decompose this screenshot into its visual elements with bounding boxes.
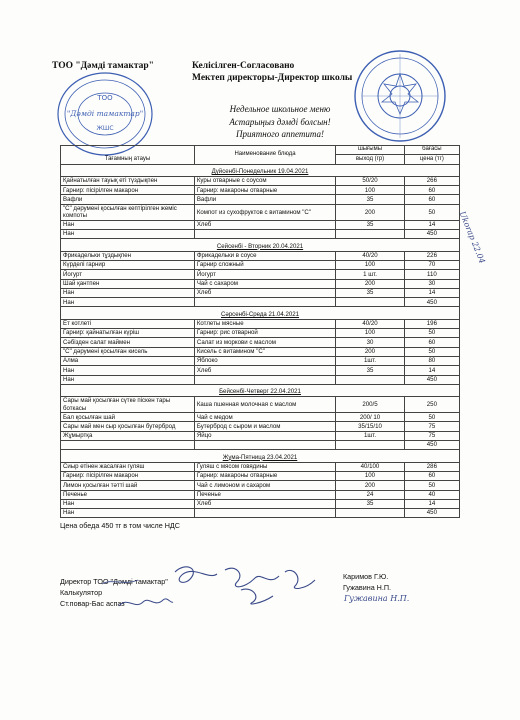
dish-name-kz xyxy=(61,441,195,450)
dish-name-kz: Сәбізден салат маймен xyxy=(61,338,195,347)
dish-yield: 100 xyxy=(336,186,405,195)
day-title: Бейсенбі-Четверг 22.04.2021 xyxy=(61,384,460,396)
motto-line-3: Приятного аппетита! xyxy=(236,129,324,139)
dish-price: 450 xyxy=(404,375,459,384)
dish-yield: 40/20 xyxy=(336,319,405,328)
dish-yield: 1 шт. xyxy=(336,270,405,279)
dish-price: 75 xyxy=(404,431,459,440)
dish-yield: 200 xyxy=(336,279,405,288)
day-title: Сейсенбі - Вторник 20.04.2021 xyxy=(61,239,460,251)
dish-name-ru: Хлеб xyxy=(194,288,335,297)
header-price-kz: бағасы xyxy=(404,146,459,155)
dish-name-kz: Алма xyxy=(61,356,195,365)
table-row xyxy=(61,509,460,518)
dish-yield: 40/20 xyxy=(336,251,405,260)
dish-price: 450 xyxy=(404,230,459,239)
table-row xyxy=(61,499,460,508)
table-header-row xyxy=(61,146,460,155)
dish-name-ru: Куры отварные с соусом xyxy=(194,176,335,185)
dish-price: 70 xyxy=(404,260,459,269)
table-row xyxy=(61,270,460,279)
dish-price: 40 xyxy=(404,490,459,499)
table-row xyxy=(61,251,460,260)
director-underline-icon xyxy=(100,574,140,588)
dish-yield: 40/100 xyxy=(336,462,405,471)
dish-yield xyxy=(336,375,405,384)
dish-name-kz: Сары май қосылған сүтке піскен тары боткасы xyxy=(61,397,195,413)
table-row xyxy=(61,490,460,499)
dish-name-kz: Нан xyxy=(61,366,195,375)
dish-price: 14 xyxy=(404,499,459,508)
dish-name-ru: Компот из сухофруктов с витамином "С" xyxy=(194,204,335,220)
dish-price: 50 xyxy=(404,329,459,338)
table-row xyxy=(61,397,460,413)
dish-name-ru: Гарнир: макароны отварные xyxy=(194,186,335,195)
header-kz-name: Тағамның атауы xyxy=(61,146,195,165)
dish-yield: 1шт. xyxy=(336,356,405,365)
table-row xyxy=(61,471,460,480)
dish-name-ru: Фрикадельки в соусе xyxy=(194,251,335,260)
table-row xyxy=(61,366,460,375)
dish-name-ru xyxy=(194,509,335,518)
table-row xyxy=(61,481,460,490)
dish-name-kz: Печенье xyxy=(61,490,195,499)
table-row xyxy=(61,462,460,471)
dish-name-kz: Фрикадельки тұздықпен xyxy=(61,251,195,260)
motto-line-1: Недельное школьное меню xyxy=(229,104,331,114)
dish-name-kz: Гарнир: пісірілген макарон xyxy=(61,186,195,195)
table-row xyxy=(61,338,460,347)
dish-name-ru: Яблоко xyxy=(194,356,335,365)
table-row xyxy=(61,347,460,356)
dish-yield: 200/ 10 xyxy=(336,413,405,422)
dish-yield: 35 xyxy=(336,499,405,508)
dish-price: 50 xyxy=(404,481,459,490)
table-row xyxy=(61,186,460,195)
dish-yield: 35 xyxy=(336,288,405,297)
table-row xyxy=(61,279,460,288)
table-row xyxy=(61,441,460,450)
dish-price: 30 xyxy=(404,279,459,288)
dish-name-ru: Кисель с витамином "С" xyxy=(194,347,335,356)
dish-name-kz: Шай қантпен xyxy=(61,279,195,288)
dish-price: 450 xyxy=(404,298,459,307)
table-row xyxy=(61,220,460,229)
dish-name-ru: Котлеты мясные xyxy=(194,319,335,328)
dish-price: 60 xyxy=(404,195,459,204)
dish-price: 60 xyxy=(404,338,459,347)
dish-name-ru: Гуляш с мясом говядины xyxy=(194,462,335,471)
stamp-bottom-text: ЖШС xyxy=(96,125,114,132)
approval-line-2: Мектеп директоры-Директор школы xyxy=(192,73,353,83)
dish-yield: 200/5 xyxy=(336,397,405,413)
dish-yield: 35 xyxy=(336,220,405,229)
day-title: Сәрсенбі-Среда 21.04.2021 xyxy=(61,307,460,319)
signature-name-karimov: Каримов Г.Ю. xyxy=(343,572,389,581)
dish-name-ru: Вафли xyxy=(194,195,335,204)
dish-name-ru xyxy=(194,230,335,239)
dish-name-ru xyxy=(194,298,335,307)
table-row xyxy=(61,319,460,328)
table-row xyxy=(61,298,460,307)
menu-table xyxy=(60,145,460,518)
dish-yield: 100 xyxy=(336,260,405,269)
dish-name-ru: Чай с лимоном и сахаром xyxy=(194,481,335,490)
lunch-price-note: Цена обеда 450 тг в том числе НДС xyxy=(60,521,180,530)
dish-name-ru: Яйцо xyxy=(194,431,335,440)
dish-name-kz: Нан xyxy=(61,499,195,508)
day-title-row xyxy=(61,164,460,176)
dish-yield xyxy=(336,441,405,450)
header-price-ru: цена (тг) xyxy=(404,155,459,164)
dish-yield: 1шт. xyxy=(336,431,405,440)
day-title: Жұма-Пятница 23.04.2021 xyxy=(61,450,460,462)
stamp-top-text: ТОО xyxy=(97,94,113,102)
table-row xyxy=(61,176,460,185)
signature-director: Директор ТОО "Дәмді тамактар" xyxy=(60,577,168,586)
stamp-middle-text: "Дәмді тамактар" xyxy=(66,109,144,118)
dish-name-kz: Нан xyxy=(61,298,195,307)
dish-name-ru: Йогурт xyxy=(194,270,335,279)
dish-yield xyxy=(336,230,405,239)
dish-price: 450 xyxy=(404,509,459,518)
dish-name-ru xyxy=(194,375,335,384)
table-row xyxy=(61,413,460,422)
dish-name-kz: Ет котлеті xyxy=(61,319,195,328)
dish-name-ru: Салат из моркови с маслом xyxy=(194,338,335,347)
dish-yield: 24 xyxy=(336,490,405,499)
handwritten-signature-icon xyxy=(165,560,325,610)
dish-price: 226 xyxy=(404,251,459,260)
dish-yield: 100 xyxy=(336,471,405,480)
table-row xyxy=(61,260,460,269)
dish-yield: 100 xyxy=(336,329,405,338)
dish-name-kz: Вафли xyxy=(61,195,195,204)
dish-yield: 200 xyxy=(336,347,405,356)
dish-name-ru: Каша пшенная молочная с маслом xyxy=(194,397,335,413)
dish-price: 110 xyxy=(404,270,459,279)
dish-yield: 35 xyxy=(336,366,405,375)
handwritten-name: Гужавина Н.П. xyxy=(344,594,410,603)
dish-price: 450 xyxy=(404,441,459,450)
dish-yield: 35 xyxy=(336,195,405,204)
dish-price: 14 xyxy=(404,288,459,297)
dish-price: 50 xyxy=(404,347,459,356)
dish-name-ru: Гарнир: рис отварной xyxy=(194,329,335,338)
header-yield-kz: шығымы xyxy=(336,146,405,155)
signature-calculator: Калькулятор xyxy=(60,588,103,597)
dish-name-ru: Хлеб xyxy=(194,499,335,508)
dish-name-ru: Гарнир сложный xyxy=(194,260,335,269)
dish-name-ru: Гарнир: макароны отварные xyxy=(194,471,335,480)
dish-name-kz: "С" дәрумені қосылған кептірілген жеміс компоты xyxy=(61,204,195,220)
dish-name-ru: Хлеб xyxy=(194,366,335,375)
dish-yield: 50/20 xyxy=(336,176,405,185)
dish-name-kz: Лимон қосылған тәтті шай xyxy=(61,481,195,490)
dish-name-kz: Сары май мен сыр қосылған бутерброд xyxy=(61,422,195,431)
signature-chef: Ст.повар-Бас аспаз xyxy=(60,599,125,608)
dish-name-ru: Чай с медом xyxy=(194,413,335,422)
handwritten-side-note: Ukorap 22.04 xyxy=(457,210,487,265)
dish-price: 60 xyxy=(404,471,459,480)
dish-name-ru: Печенье xyxy=(194,490,335,499)
table-row xyxy=(61,204,460,220)
table-row xyxy=(61,375,460,384)
dish-name-ru: Чай с сахаром xyxy=(194,279,335,288)
dish-price: 250 xyxy=(404,397,459,413)
dish-name-kz: Гарнир: қайнатылған күріш xyxy=(61,329,195,338)
table-row xyxy=(61,356,460,365)
dish-yield xyxy=(336,298,405,307)
dish-name-kz: "С" дәрумені қосылған кисель xyxy=(61,347,195,356)
day-title-row xyxy=(61,384,460,396)
signature-name-guzhavina: Гужавина Н.П. xyxy=(343,583,392,592)
dish-price: 286 xyxy=(404,462,459,471)
dish-price: 60 xyxy=(404,186,459,195)
dish-yield: 200 xyxy=(336,204,405,220)
dish-name-ru: Хлеб xyxy=(194,220,335,229)
org-name: ТОО "Дәмді тамактар" xyxy=(52,61,154,71)
dish-name-kz: Күрделі гарнир xyxy=(61,260,195,269)
table-row xyxy=(61,288,460,297)
table-row xyxy=(61,329,460,338)
dish-yield: 30 xyxy=(336,338,405,347)
motto-line-2: Астарыңыз дәмді болсын! xyxy=(229,116,331,127)
dish-yield: 200 xyxy=(336,481,405,490)
table-row xyxy=(61,431,460,440)
dish-yield xyxy=(336,509,405,518)
dish-price: 80 xyxy=(404,356,459,365)
dish-name-kz: Сиыр етінен жасалған гуляш xyxy=(61,462,195,471)
header-yield-ru: выход (гр) xyxy=(336,155,405,164)
day-title-row xyxy=(61,239,460,251)
dish-name-kz: Нан xyxy=(61,375,195,384)
table-row xyxy=(61,422,460,431)
dish-name-kz: Гарнир: пісірілген макарон xyxy=(61,471,195,480)
day-title-row xyxy=(61,307,460,319)
dish-yield: 35/15/10 xyxy=(336,422,405,431)
dish-name-kz: Нан xyxy=(61,220,195,229)
dish-name-ru xyxy=(194,441,335,450)
calculator-signature-icon xyxy=(115,592,175,614)
dish-price: 14 xyxy=(404,366,459,375)
dish-price: 50 xyxy=(404,204,459,220)
dish-price: 14 xyxy=(404,220,459,229)
table-row xyxy=(61,195,460,204)
day-title-row xyxy=(61,450,460,462)
header-ru-name: Наименование блюда xyxy=(194,146,335,165)
dish-price: 196 xyxy=(404,319,459,328)
dish-price: 266 xyxy=(404,176,459,185)
dish-name-kz: Бал қосылған шай xyxy=(61,413,195,422)
table-row xyxy=(61,230,460,239)
dish-name-kz: Қайнатылған тауық еті түздықпен xyxy=(61,176,195,185)
day-title: Дүйсенбі-Понедельник 19.04.2021 xyxy=(61,164,460,176)
dish-name-ru: Бутерброд с сыром и маслом xyxy=(194,422,335,431)
dish-name-kz: Жұмыртқа xyxy=(61,431,195,440)
dish-name-kz: Нан xyxy=(61,288,195,297)
approval-line-1: Келісілген-Согласовано xyxy=(192,61,295,71)
dish-price: 50 xyxy=(404,413,459,422)
dish-price: 75 xyxy=(404,422,459,431)
dish-name-kz: Нан xyxy=(61,509,195,518)
dish-name-kz: Йогурт xyxy=(61,270,195,279)
dish-name-kz: Нан xyxy=(61,230,195,239)
